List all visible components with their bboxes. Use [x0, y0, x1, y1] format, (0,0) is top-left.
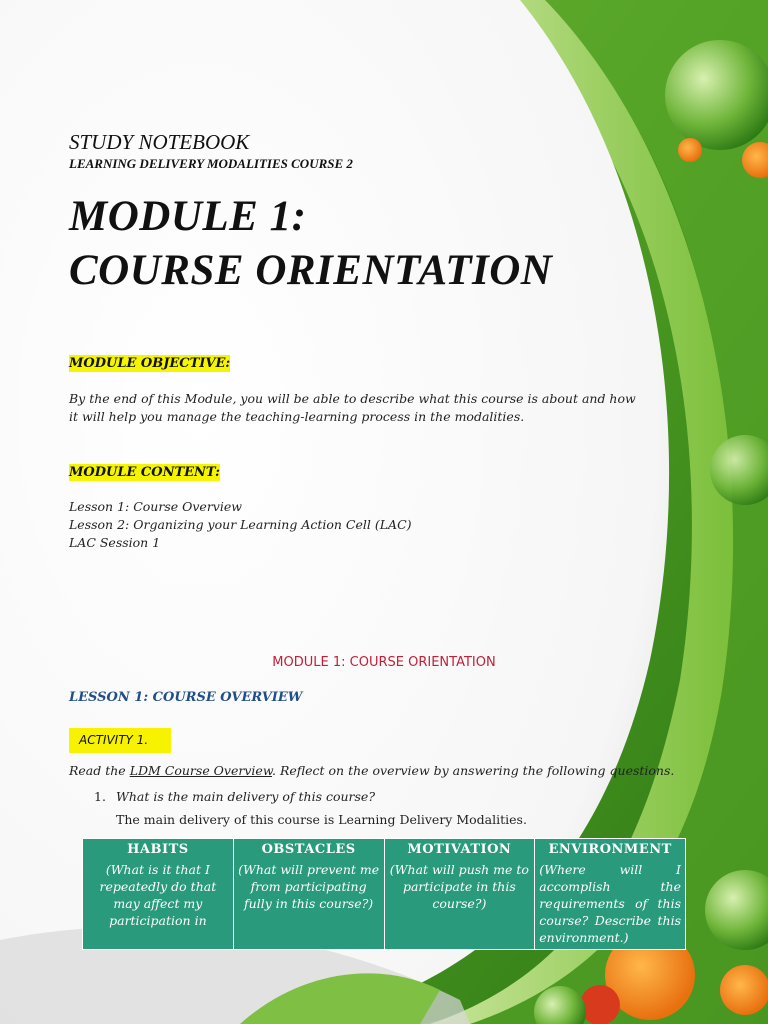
instruction: [69, 762, 674, 780]
module-title-line1: MODULE 1:: [69, 193, 307, 240]
course-subtitle: LEARNING DELIVERY MODALITIES COURSE 2: [69, 156, 353, 171]
motivation-cell[interactable]: [384, 839, 535, 950]
section-title: MODULE 1: COURSE ORIENTATION: [272, 655, 496, 670]
habits-header: HABITS: [127, 842, 189, 857]
ldm-course-overview-link[interactable]: LDM Course Overview: [129, 763, 273, 778]
content-heading: MODULE CONTENT:: [69, 465, 220, 480]
content-list: [69, 498, 412, 552]
objective-text: [69, 390, 636, 426]
motivation-question: (What will push me to participate in this course?): [389, 862, 529, 911]
obstacles-cell[interactable]: [233, 839, 384, 950]
habits-cell[interactable]: [83, 839, 234, 950]
content-item: Lesson 2: Organizing your Learning Action Cell (LAC): [69, 517, 412, 532]
objective-line-1: By the end of this Module, you will be able to describe what this course is about and how: [69, 391, 636, 406]
objective-line-2: it will help you manage the teaching-learning process in the modalities.: [69, 409, 525, 424]
environment-cell[interactable]: [535, 839, 686, 950]
question-text: What is the main delivery of this course?: [116, 789, 376, 804]
instruction-before: Read the: [69, 763, 130, 778]
obstacles-header: OBSTACLES: [261, 842, 356, 857]
question-1: [94, 788, 375, 806]
environment-question: (Where will I accomplish the requirements of this course? Describe this environment.): [539, 862, 681, 945]
study-notebook-label: STUDY NOTEBOOK: [69, 130, 250, 154]
activity-label: ACTIVITY 1.: [69, 728, 171, 753]
question-number: 1.: [94, 789, 106, 804]
habits-question: (What is it that I repeatedly do that may affect my participation in: [99, 862, 217, 928]
module-title-line2: COURSE ORIENTATION: [69, 247, 553, 294]
objective-heading: MODULE OBJECTIVE:: [69, 356, 231, 371]
lesson-title: LESSON 1: COURSE OVERVIEW: [69, 690, 303, 705]
environment-header: ENVIRONMENT: [548, 842, 672, 857]
content-item: Lesson 1: Course Overview: [69, 499, 242, 514]
reflection-table: [82, 838, 686, 950]
objective-heading-wrap: [69, 352, 230, 371]
content-item: LAC Session 1: [69, 535, 161, 550]
content-heading-wrap: [69, 461, 220, 480]
question-answer: The main delivery of this course is Learning Delivery Modalities.: [116, 812, 527, 827]
obstacles-question: (What will prevent me from participating fully in this course?): [238, 862, 380, 911]
motivation-header: MOTIVATION: [407, 842, 512, 857]
instruction-after: . Reflect on the overview by answering the following questions.: [272, 763, 675, 778]
